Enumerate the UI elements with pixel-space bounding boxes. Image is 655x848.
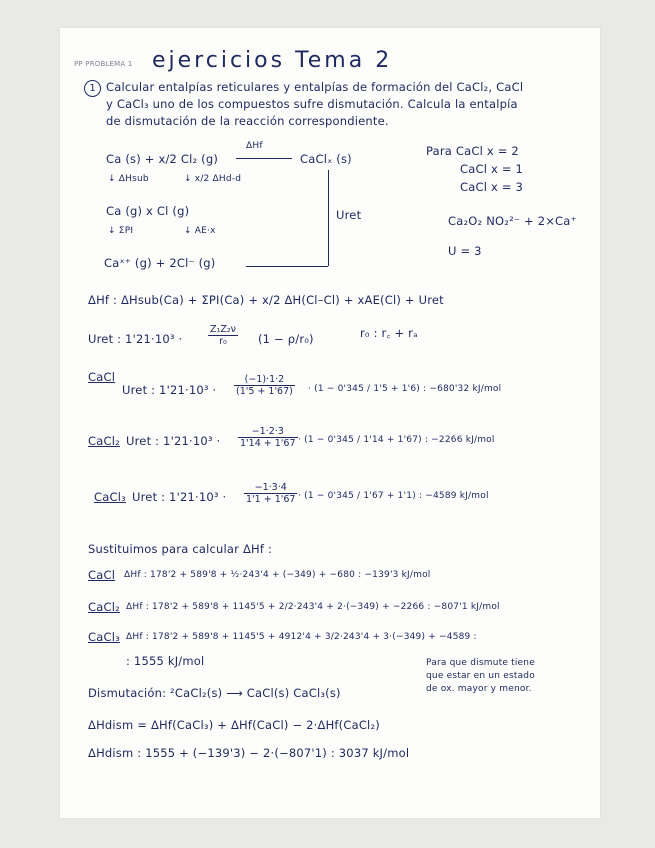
hf1-eq: ΔHf : 178'2 + 589'8 + ½·243'4 + (−349) + −680 : −139'3 kJ/mol xyxy=(124,570,431,580)
uret-num: Z₁Z₂ν xyxy=(210,324,236,335)
cacl-label: CaCl xyxy=(88,370,116,384)
eq-hf-general: ΔHf : ΔHsub(Ca) + ΣPI(Ca) + x/2 ΔH(Cl–Cl) + xAE(Cl) + Uret xyxy=(88,293,444,307)
cacl3-tail: · (1 − 0'345 / 1'67 + 1'1) : −4589 kJ/mol xyxy=(298,491,489,501)
cacl3-label: CaCl₃ xyxy=(94,490,126,504)
cacl-num: (−1)·1·2 xyxy=(234,374,295,386)
hf3-label: CaCl₃ xyxy=(88,630,120,644)
cacl-den: (1'5 + 1'67) xyxy=(236,386,293,397)
cacl3-uret: Uret : 1'21·10³ · xyxy=(132,490,227,504)
header-stamp: PP PROBLEMA 1 xyxy=(74,60,133,68)
note-para: Para CaCl x = 2 xyxy=(426,144,519,158)
hf3-eq: ΔHf : 178'2 + 589'8 + 1145'5 + 4912'4 + 3/2·243'4 + 3·(−349) + −4589 : xyxy=(126,632,477,642)
dh-dism-result: ΔHdism : 1555 + (−139'3) − 2·(−807'1) : 3037 kJ/mol xyxy=(88,746,410,760)
bh-dhf-label: ΔHf xyxy=(246,141,263,151)
cacl-fraction xyxy=(234,374,295,397)
bh-dhf-arrow xyxy=(236,158,292,159)
hf2-eq: ΔHf : 178'2 + 589'8 + 1145'5 + 2/2·243'4 + 2·(−349) + −2266 : −807'1 kJ/mol xyxy=(126,602,500,612)
cacl2-label: CaCl₂ xyxy=(88,434,120,448)
note-u: U = 3 xyxy=(448,244,482,258)
cacl3-fraction xyxy=(244,482,297,505)
dh-dism-formula: ΔHdism = ΔHf(CaCl₃) + ΔHf(CaCl) − 2·ΔHf(CaCl₂) xyxy=(88,718,380,732)
bh-uret-label: Uret xyxy=(336,208,362,222)
bh-step-pi: ↓ ΣPI xyxy=(108,226,134,236)
problem-number: 1 xyxy=(84,80,101,97)
cacl2-num: −1·2·3 xyxy=(238,426,298,438)
cacl2-uret: Uret : 1'21·10³ · xyxy=(126,434,221,448)
cacl3-num: −1·3·4 xyxy=(244,482,297,494)
note-x3: CaCl x = 3 xyxy=(460,180,524,194)
dism-reaction: Dismutación: ²CaCl₂(s) ⟶ CaCl(s) CaCl₃(s) xyxy=(88,686,341,700)
bh-row3: Caˣ⁺ (g) + 2Cl⁻ (g) xyxy=(104,256,216,270)
cacl2-fraction xyxy=(238,426,298,449)
hf1-label: CaCl xyxy=(88,568,116,582)
hf2-label: CaCl₂ xyxy=(88,600,120,614)
statement-line-3: de dismutación de la reacción correspondiente. xyxy=(106,114,389,128)
bh-row2: Ca (g) x Cl (g) xyxy=(106,204,190,218)
statement-line-2: y CaCl₃ uno de los compuestos sufre dismutación. Calcula la entalpía xyxy=(106,97,518,111)
bh-step-diss: ↓ x/2 ΔHd-d xyxy=(184,174,242,184)
cacl-tail: · (1 − 0'345 / 1'5 + 1'6) : −680'32 kJ/mol xyxy=(308,384,502,394)
sust-heading: Sustituimos para calcular ΔHf : xyxy=(88,542,273,556)
eq-uret-fraction xyxy=(208,324,238,347)
uret-den: r₀ xyxy=(219,336,227,347)
bh-row1-left: Ca (s) + x/2 Cl₂ (g) xyxy=(106,152,219,166)
cacl2-tail: · (1 − 0'345 / 1'14 + 1'67) : −2266 kJ/mol xyxy=(298,435,495,445)
bh-uret-bottom xyxy=(246,266,328,267)
eq-uret-general: Uret : 1'21·10³ · xyxy=(88,332,183,346)
bh-step-ae: ↓ AE·x xyxy=(184,226,216,236)
dism-note-3: de ox. mayor y menor. xyxy=(426,684,532,694)
note-x1: CaCl x = 1 xyxy=(460,162,524,176)
note-ca2o: Ca₂O₂ NO₂²⁻ + 2×Ca⁺ xyxy=(448,214,577,228)
page-title: ejercicios Tema 2 xyxy=(152,48,393,73)
hf3-result: : 1555 kJ/mol xyxy=(126,654,205,668)
bh-row1-right: CaClₓ (s) xyxy=(300,152,352,166)
cacl3-den: 1'1 + 1'67 xyxy=(246,494,296,505)
dism-note-1: Para que dismute tiene xyxy=(426,658,535,668)
eq-r0: r₀ : r꜀ + rₐ xyxy=(360,326,418,340)
notebook-page xyxy=(60,28,600,818)
bh-step-sub: ↓ ΔHsub xyxy=(108,174,149,184)
bh-uret-line xyxy=(328,170,329,266)
eq-uret-tail: (1 − ρ/r₀) xyxy=(258,332,314,346)
dism-note-2: que estar en un estado xyxy=(426,671,535,681)
cacl-uret: Uret : 1'21·10³ · xyxy=(122,383,217,397)
statement-line-1: Calcular entalpías reticulares y entalpías de formación del CaCl₂, CaCl xyxy=(106,80,524,94)
cacl2-den: 1'14 + 1'67 xyxy=(240,438,296,449)
